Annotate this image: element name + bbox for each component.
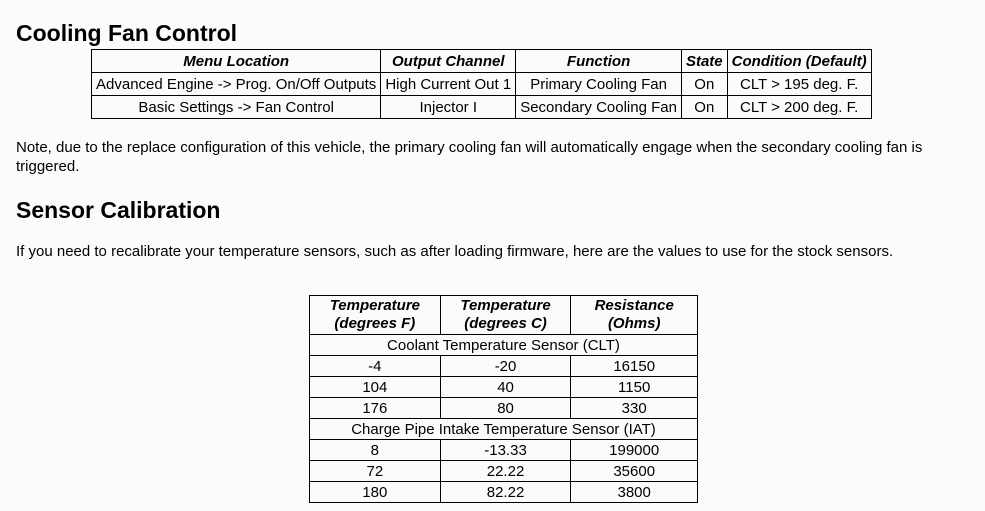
header-line: Resistance — [594, 297, 674, 314]
cell-output-channel: High Current Out 1 — [381, 73, 516, 96]
fan-note: Note, due to the replace configuration of this vehicle, the primary cooling fan will automatically engage when the secondary cooling fan is triggered. — [16, 139, 923, 175]
fan-control-table — [91, 49, 872, 119]
cell-resistance: 199000 — [571, 440, 698, 461]
cell-temp-c: 80 — [440, 398, 571, 419]
cell-state: On — [681, 96, 727, 119]
cell-temp-f: 8 — [310, 440, 441, 461]
group-row-iat — [310, 419, 698, 440]
cell-resistance: 35600 — [571, 461, 698, 482]
header-function: Function — [516, 50, 682, 73]
header-temp-c — [440, 296, 571, 335]
table-row — [310, 482, 698, 503]
calibration-intro: If you need to recalibrate your temperature sensors, such as after loading firmware, here are the values to use for the stock sensors. — [16, 243, 894, 260]
sensor-calibration-table — [309, 295, 698, 503]
header-temp-f — [310, 296, 441, 335]
header-line: (degrees F) — [334, 315, 416, 332]
cell-temp-c: -20 — [440, 356, 571, 377]
table-row — [310, 356, 698, 377]
cell-temp-c: 22.22 — [440, 461, 571, 482]
header-line: (Ohms) — [607, 315, 661, 332]
table-row — [92, 73, 872, 96]
cell-menu-location: Advanced Engine -> Prog. On/Off Outputs — [92, 73, 381, 96]
header-condition: Condition (Default) — [727, 50, 871, 73]
header-output-channel: Output Channel — [381, 50, 516, 73]
group-label: Coolant Temperature Sensor (CLT) — [310, 335, 698, 356]
cell-temp-c: 40 — [440, 377, 571, 398]
cell-menu-location: Basic Settings -> Fan Control — [92, 96, 381, 119]
cell-function: Secondary Cooling Fan — [516, 96, 682, 119]
table-row — [310, 398, 698, 419]
table-header-row — [92, 50, 872, 73]
cell-state: On — [681, 73, 727, 96]
cell-output-channel: Injector I — [381, 96, 516, 119]
header-state: State — [681, 50, 727, 73]
table-row — [310, 377, 698, 398]
cell-resistance: 1150 — [571, 377, 698, 398]
group-label: Charge Pipe Intake Temperature Sensor (IAT) — [310, 419, 698, 440]
cell-temp-f: 176 — [310, 398, 441, 419]
cell-temp-f: 104 — [310, 377, 441, 398]
cell-temp-f: 180 — [310, 482, 441, 503]
table-header-row — [310, 296, 698, 335]
cell-resistance: 330 — [571, 398, 698, 419]
sensor-calibration-heading: Sensor Calibration — [16, 197, 221, 223]
cooling-fan-heading: Cooling Fan Control — [16, 20, 238, 46]
cell-temp-c: 82.22 — [440, 482, 571, 503]
cell-condition: CLT > 195 deg. F. — [727, 73, 871, 96]
cell-temp-c: -13.33 — [440, 440, 571, 461]
header-menu-location: Menu Location — [92, 50, 381, 73]
header-resistance — [571, 296, 698, 335]
table-row — [92, 96, 872, 119]
table-row — [310, 461, 698, 482]
cell-resistance: 16150 — [571, 356, 698, 377]
table-row — [310, 440, 698, 461]
cell-temp-f: -4 — [310, 356, 441, 377]
cell-temp-f: 72 — [310, 461, 441, 482]
header-line: Temperature — [329, 297, 420, 314]
cell-resistance: 3800 — [571, 482, 698, 503]
cell-function: Primary Cooling Fan — [516, 73, 682, 96]
cell-condition: CLT > 200 deg. F. — [727, 96, 871, 119]
header-line: (degrees C) — [464, 315, 547, 332]
group-row-clt — [310, 335, 698, 356]
header-line: Temperature — [460, 297, 551, 314]
